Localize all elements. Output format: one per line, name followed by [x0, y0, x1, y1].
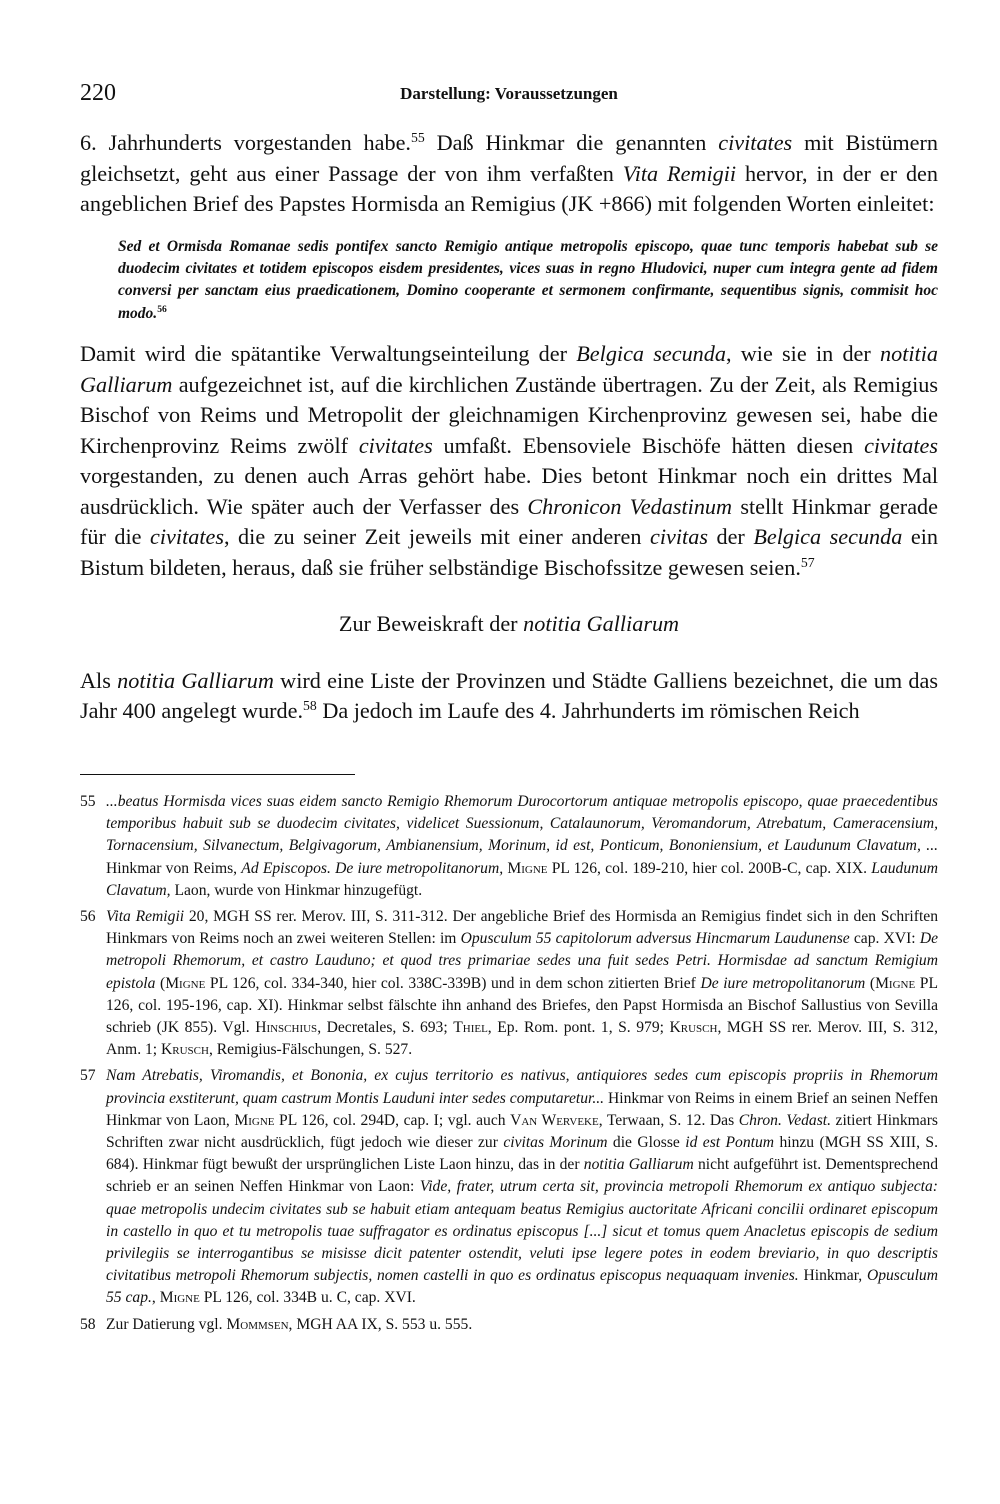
italic-term: civitas	[650, 524, 708, 550]
italic-title: Vita Remigii	[622, 160, 737, 186]
text-run: nicht aufgeführt ist. Dementsprechend schrieb er an seinen Neffen Hinkmar von Laon:	[106, 1156, 938, 1196]
text-run: Da jedoch im Laufe des 4. Jahrhunderts im römischen Reich	[316, 698, 860, 724]
footnote-number: 58	[80, 1315, 96, 1333]
text-run: Als	[80, 667, 118, 693]
text-run: ,	[151, 1289, 160, 1307]
paragraph	[80, 339, 938, 583]
text-run: PL 126, col. 189-210, hier col. 200B-C, cap. XIX.	[547, 859, 872, 877]
italic-term: civitates	[150, 524, 224, 550]
text-run: , MGH SS rer. Merov. III, S. 312, Anm. 1;	[106, 1019, 938, 1059]
italic-term: notitia Galliarum	[583, 1156, 694, 1174]
italic-quote: Vide, frater, utrum certa sit, provincia metropoli Rhemorum ex antiquo subjecta: quae metropolis undecim civitates sub se habuit etiam antequam beatus Remigius auctoritate Africani concilii ordinaret episcopum in castello in quo et tu metropolis tuae suffragator es ordinatus episcopus [...] sicut et tomus quem Anacletus episcopis de sedium privilegiis se interrogantibus se misisse dicit patenter ostendit, veluti ipse legere potes in eodem breviario, in quo descriptis civitatibus metropoli Rhemorum subjectis, nomen castelli in quo es ordinatus episcopus nequaquam invenies.	[106, 1178, 938, 1285]
italic-term: Laudunum Clavatum,	[106, 859, 938, 899]
text-run: hervor, in der er den angeblichen Brief des Papstes Hormisda an Remigius (JK +866) mit folgenden Worten einleitet:	[80, 160, 938, 216]
text-run: (	[865, 974, 876, 992]
italic-term: civitates	[864, 432, 938, 458]
author-name: Thiel	[453, 1019, 488, 1037]
text-run: (	[155, 974, 166, 992]
italic-title: Chronicon Vedastinum	[527, 493, 733, 519]
italic-term: civitas Morinum	[503, 1134, 608, 1152]
italic-term: Belgica secunda	[753, 524, 903, 550]
italic-term: notitia Galliarum	[117, 667, 274, 693]
text-run: der	[707, 524, 754, 550]
paragraph	[80, 666, 938, 727]
page-header	[80, 80, 938, 114]
text-run: ein Bistum bildeten, heraus, daß sie früher selbständige Bischofssitze gewesen seien.	[80, 524, 938, 580]
author-name: Hinschius	[255, 1019, 318, 1037]
italic-term: id est Pontum	[685, 1134, 775, 1152]
text-run: , Remigius-Fälschungen, S. 527.	[208, 1041, 413, 1059]
text-run: PL 126, col. 334-340, hier col. 338C-339B) und in dem schon zitierten Brief	[205, 974, 701, 992]
footnote-number: 56	[80, 908, 96, 926]
footnote-separator	[80, 774, 355, 775]
text-run: Zur Datierung vgl.	[106, 1315, 227, 1333]
footnote-55	[80, 791, 938, 902]
text-run: Daß Hinkmar die genannten	[424, 130, 719, 155]
footnote-ref: 58	[303, 697, 317, 713]
author-name: Mommsen	[226, 1315, 289, 1333]
section-heading	[80, 609, 938, 640]
text-run: , Ep. Rom. pont. 1, S. 979;	[487, 1019, 670, 1037]
italic-term: Belgica secunda	[576, 341, 726, 367]
text-run: Damit wird die spätantike Verwaltungseinteilung der	[80, 341, 577, 367]
author-name: Migne	[507, 859, 548, 877]
footnote-number: 57	[80, 1067, 96, 1085]
text-run: stellt Hinkmar gerade für die	[80, 493, 938, 550]
italic-title: Ad Episcopos. De iure metropolitanorum,	[241, 859, 504, 877]
author-name: Van Werveke	[510, 1111, 599, 1129]
author-name: Migne	[159, 1289, 200, 1307]
footnote-56	[80, 906, 938, 1061]
text-run: cap. XVI:	[849, 930, 920, 948]
page-number: 220	[80, 80, 116, 106]
author-name: Krusch	[669, 1019, 718, 1037]
italic-term: notitia Galliarum	[80, 341, 938, 397]
italic-title: Vita Remigii	[106, 908, 185, 926]
text-run: , Terwaan, S. 12. Das	[598, 1111, 739, 1129]
italic-quote: De metropoli Rhemorum, et castro Lauduno; et quod tres primariae sedes una fuit sedes Petri. Hormisdae ad sanctum Remigium epistola	[106, 930, 939, 992]
text-run: Laon, wurde von Hinkmar hinzugefügt.	[170, 881, 423, 899]
text-run: vorgestanden, zu denen auch Arras gehört habe. Dies betont Hinkmar noch ein drittes Mal ausdrücklich. Wie später auch der Verfasser des	[80, 463, 938, 519]
text-run: mit Bistümern gleichsetzt, geht aus einer Passage der von ihm verfaßten	[80, 130, 938, 186]
author-name: Migne	[165, 974, 206, 992]
footnote-ref: 55	[410, 129, 425, 145]
footnote-ref: 56	[157, 303, 167, 315]
italic-title: Chron. Vedast.	[738, 1111, 832, 1129]
text-run: Hinkmar von Reims in einem Brief an seinen Neffen Hinkmar von Laon,	[106, 1089, 938, 1129]
heading-italic: notitia Galliarum	[523, 611, 680, 637]
text-run: umfaßt. Ebensoviele Bischöfe hätten diesen	[432, 432, 865, 458]
italic-title: Opusculum 55 cap.	[106, 1267, 938, 1307]
text-run: PL 126, col. 294D, cap. I; vgl. auch	[274, 1111, 511, 1129]
author-name: Krusch	[161, 1041, 209, 1059]
text-run: Hinkmar,	[798, 1267, 867, 1285]
italic-quote: ...beatus Hormisda vices suas eidem sancto Remigio Rhemorum Durocortorum antiquae metropolis episcopo, quae praecedentibus temporibus habuit sub se duodecim civitates, videlicet Suessionum, Catalaunorum, Veromandorum, Atrebatum, Cameracensium, Tornacensium, Silvanectum, Belgivagorum, Ambianensium, Morinum, id est, Ponticum, Bononiensium, et Laudunum Clavatum, ...	[106, 793, 938, 855]
italic-quote: Nam Atrebatis, Viromandis, et Bononia, ex cujus territorio es nativus, antiquiores sedes cum episcopis propriis in Rhemorum provincia exstiterunt, quam castrum Montis Lauduni inter sedes computaretur...	[106, 1067, 938, 1107]
paragraph	[80, 128, 938, 220]
footnote-ref: 57	[800, 554, 815, 570]
footnote-57	[80, 1065, 938, 1309]
footnotes	[80, 791, 938, 1340]
text-run: 20, MGH SS rer. Merov. III, S. 311-312. Der angebliche Brief des Hormisda an Remigius findet sich in den Schriften Hinkmars von Reims noch an zwei weiteren Stellen: im	[106, 908, 938, 948]
text-run: aufgezeichnet ist, auf die kirchlichen Zustände übertragen. Zu der Zeit, als Remigius Bischof von Reims und Metropolit der gleichnamigen Kirchenprovinz gewesen sei, habe die Kirchenprovinz Reims zwölf	[80, 371, 938, 458]
text-run: Hinkmar von Reims,	[106, 859, 242, 877]
text-run: PL 126, col. 334B u. C, cap. XVI.	[199, 1289, 416, 1307]
main-text	[80, 128, 938, 727]
text-run: , MGH AA IX, S. 553 u. 555.	[288, 1315, 473, 1333]
text-run: hinzu (MGH SS XIII, S. 684). Hinkmar fügt bewußt der ursprünglichen Liste Laon hinzu, das in der	[106, 1134, 938, 1174]
author-name: Migne	[234, 1111, 275, 1129]
footnote-58	[80, 1314, 938, 1336]
footnote-number: 55	[80, 793, 96, 810]
text-run: die Glosse	[607, 1134, 686, 1152]
italic-term: civitates	[358, 432, 433, 458]
italic-term: civitates	[718, 130, 793, 155]
text-run: wird eine Liste der Provinzen und Städte Galliens bezeichnet, die um das Jahr 400 angelegt wurde.	[80, 667, 938, 724]
running-title: Darstellung: Voraussetzungen	[400, 84, 618, 103]
text-run: , wie sie in der	[725, 341, 881, 367]
italic-title: Opusculum 55 capitolorum adversus Hincmarum Laudunense	[460, 930, 850, 948]
text-run: PL 126, col. 195-196, cap. XI). Hinkmar selbst fälschte ihn anhand des Briefes, den Papst Hormisda an Bischof Sallustius von Sevilla schrieb (JK 855). Vgl.	[106, 974, 938, 1037]
quote-text: Sed et Ormisda Romanae sedis pontifex sancto Remigio antique metropolis episcopo, quae tunc temporis habebat sub se duodecim civitates et totidem episcopos eisdem presidentes, vices suas in regno Hludovici, nuper cum integra gente ad fidem conversi per sanctam eius praedicationem, Domino cooperante et sermonem confirmante, sequentibus signis, commisit hoc modo.	[118, 237, 938, 322]
text-run: zitiert Hinkmars Schriften zwar nicht ausdrücklich, fügt jedoch wie dieser zur	[106, 1111, 938, 1152]
heading-text: Zur Beweiskraft der	[338, 611, 524, 637]
italic-title: De iure metropolitanorum	[700, 974, 866, 992]
latin-quotation	[118, 236, 938, 326]
text-run: , Decretales, S. 693;	[317, 1019, 454, 1037]
text-run: 6. Jahrhunderts vorgestanden habe.	[80, 130, 411, 155]
text-run: , die zu seiner Zeit jeweils mit einer anderen	[223, 524, 651, 550]
author-name: Migne	[875, 974, 916, 992]
